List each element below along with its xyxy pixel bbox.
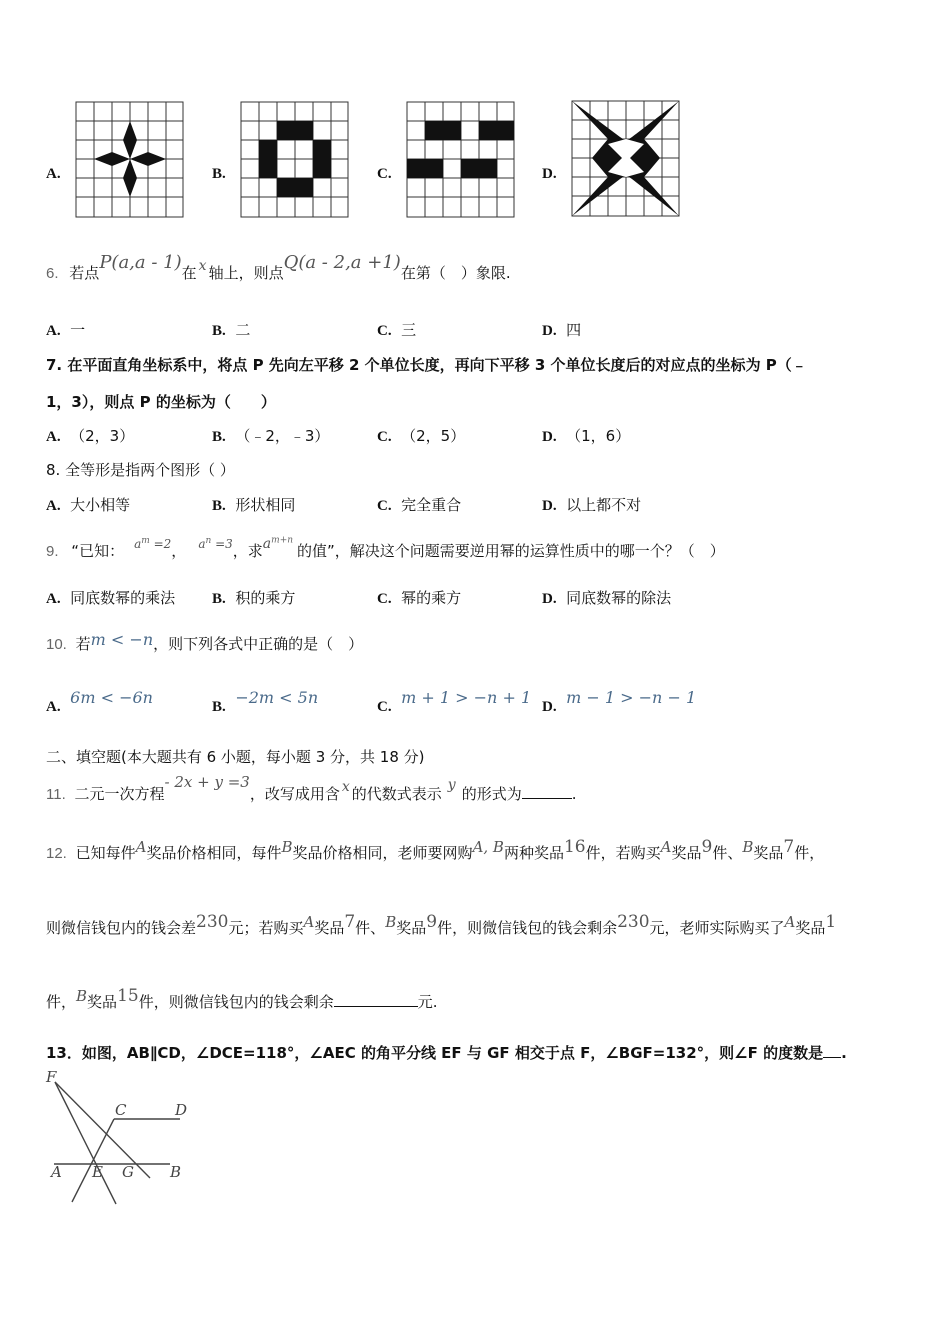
- q6-math-x: x: [198, 258, 207, 274]
- q5-figure-d[interactable]: [570, 99, 682, 219]
- q5-option-c-label[interactable]: C.: [377, 166, 392, 182]
- q5a-petal-right: [130, 152, 166, 166]
- q5-figure-a[interactable]: [75, 101, 185, 219]
- q13-label-c: C: [115, 1101, 127, 1119]
- q8-option-c[interactable]: C. 完全重合: [377, 496, 462, 514]
- q9-option-d[interactable]: D. 同底数幂的除法: [542, 589, 672, 607]
- q13-figure: [40, 1066, 200, 1211]
- q8-question: 8. 全等形是指两个图形（ ）: [46, 461, 235, 479]
- q6-math-q: Q(a - 2,a +1): [283, 252, 401, 273]
- q6-math-p: P(a,a - 1): [99, 252, 182, 273]
- q10-number: 10.: [46, 636, 67, 653]
- q8-option-a[interactable]: A. 大小相等: [46, 496, 131, 514]
- q9-text-2: ，: [171, 542, 187, 560]
- q5-figure-c[interactable]: [406, 101, 516, 219]
- q9-option-a[interactable]: A. 同底数幂的乘法: [46, 589, 176, 607]
- q6-text-3: 轴上，则点: [208, 264, 284, 282]
- q9-math-amn: $a^{m+n}$: [262, 535, 294, 552]
- q13-label-g: G: [122, 1163, 134, 1181]
- q9-text-1: “已知：: [71, 542, 125, 560]
- q12-line-2: 则微信钱包内的钱会差230元；若购买A奖品7件、B奖品9件，则微信钱包的钱会剩余230元，老师实际购买了A奖品1: [46, 912, 837, 937]
- q9-math-am: am =2: [134, 536, 172, 551]
- q7-option-b[interactable]: B. （﹣2，﹣3）: [212, 427, 330, 445]
- q5-option-b-label[interactable]: B.: [212, 166, 226, 182]
- q13-label-b: B: [170, 1163, 182, 1181]
- q12-answer-blank[interactable]: [334, 992, 418, 1007]
- q10-math-condition: m < −n: [90, 630, 154, 649]
- q10-option-a[interactable]: A. 6m < −6n: [46, 688, 153, 715]
- q9-text-4: 的值”，解决这个问题需要逆用幂的运算性质中的哪一个？（ ）: [297, 542, 725, 560]
- q10-option-b[interactable]: B. −2m < 5n: [212, 688, 319, 715]
- q13-label-a: A: [51, 1163, 62, 1181]
- q11-question: [46, 773, 577, 804]
- q6-text-2: 在: [181, 264, 197, 282]
- q6-option-d[interactable]: D. 四: [542, 321, 582, 339]
- q6-question: [46, 252, 511, 283]
- q13-question: 13．如图，AB∥CD，∠DCE=118°，∠AEC 的角平分线 EF 与 GF 相交于点 F，∠BGF=132°，则∠F 的度数是 .: [46, 1044, 847, 1062]
- q8-option-d[interactable]: D. 以上都不对: [542, 496, 642, 514]
- q6-text-1: 若点: [69, 264, 100, 282]
- q11-math-y: y: [447, 777, 456, 793]
- q5-option-d-label[interactable]: D.: [542, 166, 557, 182]
- q8-option-b[interactable]: B. 形状相同: [212, 496, 296, 514]
- q10-question: [46, 630, 364, 654]
- q5-figure-b[interactable]: [240, 101, 350, 219]
- q12-line-3: 件，B奖品15件，则微信钱包内的钱会剩余 元.: [46, 986, 438, 1011]
- q5-option-a-label[interactable]: A.: [46, 166, 61, 182]
- q5a-petal-left: [94, 152, 130, 166]
- q9-question: [46, 535, 725, 561]
- q6-option-a[interactable]: A. 一: [46, 321, 86, 339]
- q11-text-2: ，改写成用含: [249, 785, 340, 803]
- q9-option-c[interactable]: C. 幂的乘方: [377, 589, 462, 607]
- section-2-title: 二、填空题(本大题共有 6 小题，每小题 3 分，共 18 分): [46, 748, 425, 766]
- q7-option-d[interactable]: D. （1，6）: [542, 427, 631, 445]
- q6-option-b[interactable]: B. 二: [212, 321, 251, 339]
- q10-option-d[interactable]: D. m − 1 > −n − 1: [542, 688, 697, 715]
- q6-number: 6.: [46, 265, 59, 282]
- q9-math-an: an =3: [198, 536, 233, 551]
- q13-label-e: E: [92, 1163, 103, 1181]
- q6-option-c[interactable]: C. 三: [377, 321, 417, 339]
- q7-line-2: 1，3），则点 P 的坐标为（ ）: [46, 393, 276, 411]
- q9-text-3: ，求: [232, 542, 263, 560]
- q5a-petal-top: [123, 121, 137, 159]
- q11-text-1: 二元一次方程: [74, 785, 165, 803]
- q10-option-c[interactable]: C. m + 1 > −n + 1: [377, 688, 532, 715]
- q7-option-c[interactable]: C. （2，5）: [377, 427, 466, 445]
- q10-text-1: 若: [75, 635, 91, 653]
- q11-math-equation: - 2x + y =3: [164, 773, 250, 791]
- q5a-petal-bottom: [123, 159, 137, 197]
- q9-option-b[interactable]: B. 积的乘方: [212, 589, 296, 607]
- q11-math-x: x: [341, 779, 350, 795]
- q7-line-1: 7. 在平面直角坐标系中，将点 P 先向左平移 2 个单位长度，再向下平移 3 个单位长度后的对应点的坐标为 P（﹣: [46, 356, 807, 374]
- q11-answer-blank[interactable]: [522, 784, 572, 799]
- q12-number: 12.: [46, 845, 67, 862]
- q11-text-4: 的形式为: [461, 785, 522, 803]
- q10-text-2: ，则下列各式中正确的是（ ）: [153, 635, 364, 653]
- q13-label-d: D: [175, 1101, 188, 1119]
- q11-text-3: 的代数式表示: [351, 785, 442, 803]
- q9-number: 9.: [46, 543, 59, 560]
- q12-line-1: 12. 已知每件A奖品价格相同，每件B奖品价格相同，老师要网购A, B两种奖品16件，若购买A奖品9件、B奖品7件，: [46, 837, 825, 862]
- q7-option-a[interactable]: A. （2，3）: [46, 427, 135, 445]
- q13-line-ec: [72, 1119, 114, 1202]
- q6-text-4: 在第（ ）象限.: [400, 264, 511, 282]
- q13-label-f: F: [46, 1068, 57, 1086]
- q13-answer-blank[interactable]: [823, 1043, 841, 1058]
- q13-line-fe: [55, 1082, 116, 1204]
- q11-number: 11.: [46, 786, 66, 803]
- q11-text-5: .: [571, 785, 577, 803]
